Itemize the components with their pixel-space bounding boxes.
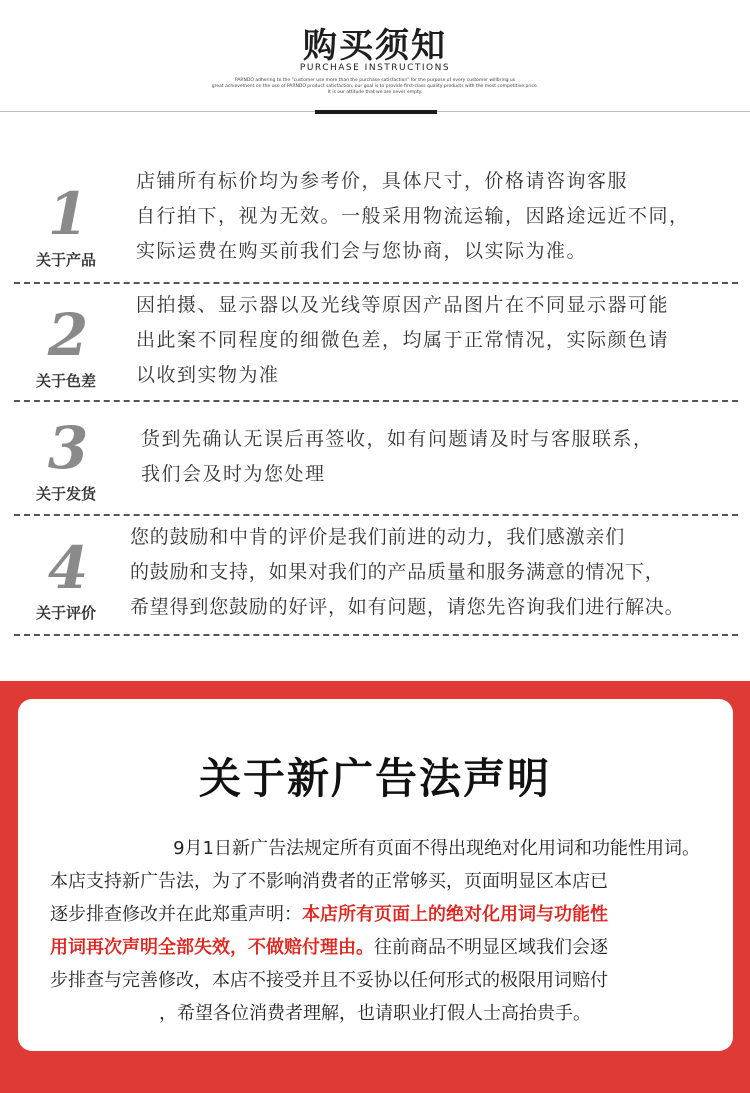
text-line: 我们会及时为您处理 (141, 463, 326, 485)
text-line: 的鼓励和支持，如果对我们的产品质量和服务满意的情况下， (130, 561, 665, 583)
section-text (136, 288, 736, 393)
brand-statement (160, 78, 590, 96)
text-line: 因拍摄、显示器以及光线等原因产品图片在不同显示器可能 (136, 294, 670, 316)
section-text (130, 520, 745, 625)
notice-highlight: 用词再次声明全部失效，不做赔付理由。 (50, 937, 374, 958)
notice-title: 关于新广告法声明 (198, 754, 551, 803)
page-title: 购买须知 (303, 26, 447, 66)
notice-line (50, 997, 700, 1030)
notice-line (50, 898, 700, 931)
section-text (136, 164, 736, 269)
section-number: 4 (47, 534, 89, 602)
section-number: 1 (47, 180, 89, 248)
section-divider (14, 514, 738, 516)
notice-highlight: 本店所有页面上的绝对化用词与功能性 (302, 904, 608, 925)
section-label: 关于产品 (35, 251, 96, 269)
section-text (141, 422, 741, 492)
brand-statement-line: PARNDO adhering to the "customer use more than the purchase satisfaction" for the purpose of every customer willbring us (234, 78, 516, 83)
notice-text: 往前商品不明显区域我们会逐 (374, 937, 608, 958)
text-line: 希望得到您鼓励的好评，如有问题，请您先咨询我们进行解决。 (130, 596, 685, 618)
text-line: 出此案不同程度的细微色差，均属于正常情况，实际颜色请 (136, 329, 670, 351)
header-accent-bar (315, 110, 437, 114)
brand-statement-line: It is our attitude that we are never empty. (327, 90, 423, 95)
header (0, 0, 750, 120)
notice-text: 逐步排查修改并在此郑重声明： (50, 904, 302, 925)
text-line: 以收到实物为准 (136, 364, 280, 386)
section-label: 关于色差 (35, 372, 96, 390)
notice-line (50, 832, 700, 865)
text-line: 货到先确认无误后再签收，如有问题请及时与客服联系， (141, 428, 654, 450)
notice-text: 步排查与完善修改，本店不接受并且不妥协以任何形式的极限用词赔付 (50, 970, 608, 991)
section-label: 关于评价 (35, 604, 96, 622)
section-divider (14, 282, 738, 284)
text-line: 您的鼓励和中肯的评价是我们前进的动力，我们感激亲们 (130, 526, 626, 548)
notice-line (50, 931, 700, 964)
section-divider (14, 634, 738, 636)
notice-text: 本店支持新广告法，为了不影响消费者的正常够买，页面明显区本店已 (50, 871, 608, 892)
notice-body (50, 832, 700, 1030)
section-number: 2 (47, 301, 89, 369)
brand-statement-line: great achievement on the use of PARNDO product satisfaction, our goal is to provide first-class quality products with the most competitive price. (211, 84, 539, 89)
text-line: 自行拍下，视为无效。一般采用物流运输，因路途远近不同， (136, 205, 690, 227)
section-divider (14, 400, 738, 402)
notice-line (50, 964, 700, 997)
page-subtitle: PURCHASE INSTRUCTIONS (299, 63, 451, 73)
section-label: 关于发货 (35, 485, 96, 503)
notice-text: 9月1日新广告法规定所有页面不得出现绝对化用词和功能性用词。 (173, 838, 700, 859)
text-line: 店铺所有标价均为参考价，具体尺寸，价格请咨询客服 (136, 170, 629, 192)
section-number: 3 (47, 414, 89, 482)
text-line: 实际运费在购买前我们会与您协商，以实际为准。 (136, 240, 588, 262)
notice-text: ，希望各位消费者理解，也请职业打假人士高抬贵手。 (159, 1003, 591, 1024)
notice-line (50, 865, 700, 898)
